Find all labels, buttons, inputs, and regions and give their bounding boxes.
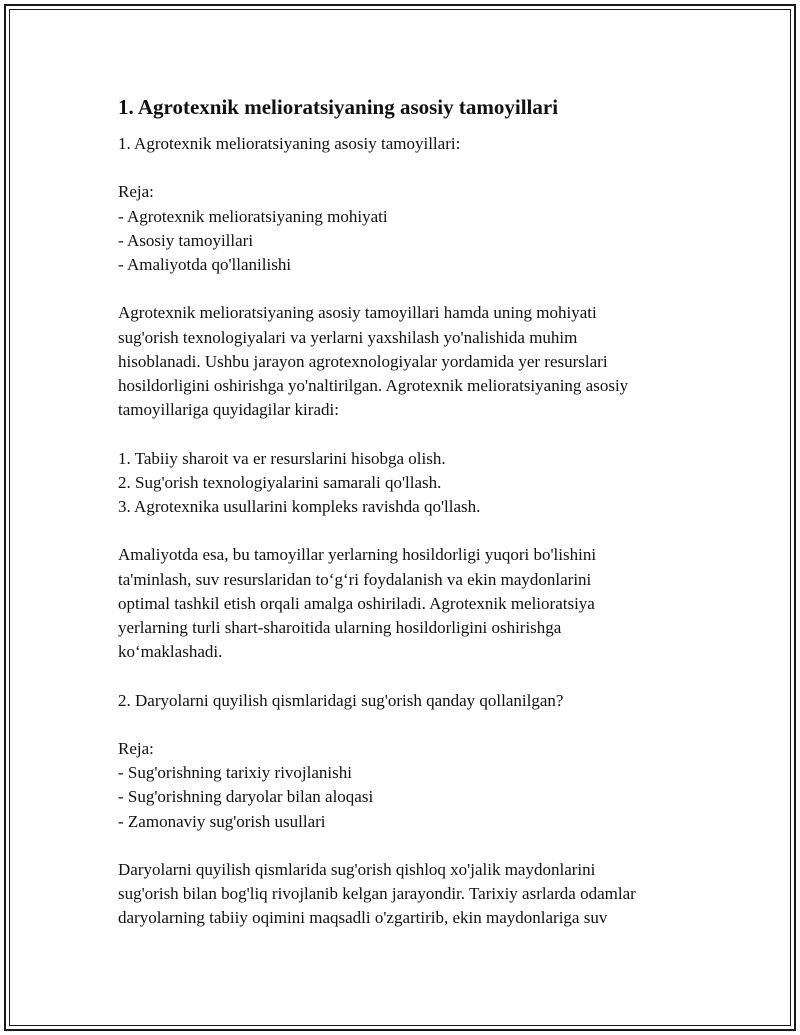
spacer: [118, 834, 718, 858]
plan-item: - Agrotexnik melioratsiyaning mohiyati: [118, 206, 388, 226]
section-question: 2. Daryolarni quyilish qismlaridagi sug'orish qanday qollanilgan?: [118, 690, 564, 710]
plan-label: Reja:: [118, 738, 154, 758]
spacer: [118, 156, 718, 180]
plan-label: Reja:: [118, 182, 154, 202]
plan-item: - Sug'orishning tarixiy rivojlanishi: [118, 763, 352, 783]
paragraph-line: ta'minlash, suv resurslaridan to‘g‘ri foydalanish va ekin maydonlarini: [118, 569, 592, 589]
numbered-item: 3. Agrotexnika usullarini kompleks ravishda qo'llash.: [118, 497, 481, 516]
paragraph-line: sug'orish texnologiyalari va yerlarni yaxshilash yo'nalishida muhim: [118, 327, 578, 347]
intro-heading: 1. Agrotexnik melioratsiyaning asosiy tamoyillari:: [118, 134, 461, 153]
paragraph-line: optimal tashkil etish orqali amalga oshiriladi. Agrotexnik melioratsiya: [118, 593, 595, 613]
paragraph-line: sug'orish bilan bog'liq rivojlanib kelgan jarayondir. Tarixiy asrlarda odamlar: [118, 884, 636, 904]
document-title: 1. Agrotexnik melioratsiyaning asosiy tamoyillari: [118, 95, 559, 119]
plan-item: - Sug'orishning daryolar bilan aloqasi: [118, 787, 374, 807]
paragraph-line: Amaliyotda esa, bu tamoyillar yerlarning hosildorligi yuqori bo'lishini: [118, 545, 597, 565]
paragraph-line: hosildorligini oshirishga yo'naltirilgan. Agrotexnik melioratsiyaning asosiy: [118, 376, 629, 395]
paragraph-line: ko‘maklashadi.: [118, 642, 223, 662]
spacer: [118, 519, 718, 543]
plan-item: - Amaliyotda qo'llanilishi: [118, 255, 292, 274]
spacer: [118, 422, 718, 446]
paragraph-line: Daryolarni quyilish qismlarida sug'orish qishloq xo'jalik maydonlarini: [118, 859, 596, 879]
plan-item: - Zamonaviy sug'orish usullari: [118, 811, 326, 831]
paragraph-line: tamoyillariga quyidagilar kiradi:: [118, 400, 339, 420]
spacer: [118, 713, 718, 737]
spacer: [118, 277, 718, 301]
plan-item: - Asosiy tamoyillari: [118, 230, 254, 250]
spacer: [118, 664, 718, 688]
paragraph-line: daryolarning tabiiy oqimini maqsadli o'zgartirib, ekin maydonlariga suv: [118, 908, 608, 928]
paragraph-line: yerlarning turli shart-sharoitida ularning hosildorligini oshirishga: [118, 618, 562, 637]
paragraph-line: Agrotexnik melioratsiyaning asosiy tamoyillari hamda uning mohiyati: [118, 303, 597, 323]
document-body: [118, 92, 718, 931]
paragraph-line: hisoblanadi. Ushbu jarayon agrotexnologiyalar yordamida yer resurslari: [118, 351, 608, 371]
numbered-item: 1. Tabiiy sharoit va er resurslarini hisobga olish.: [118, 448, 446, 468]
numbered-item: 2. Sug'orish texnologiyalarini samarali qo'llash.: [118, 472, 442, 492]
